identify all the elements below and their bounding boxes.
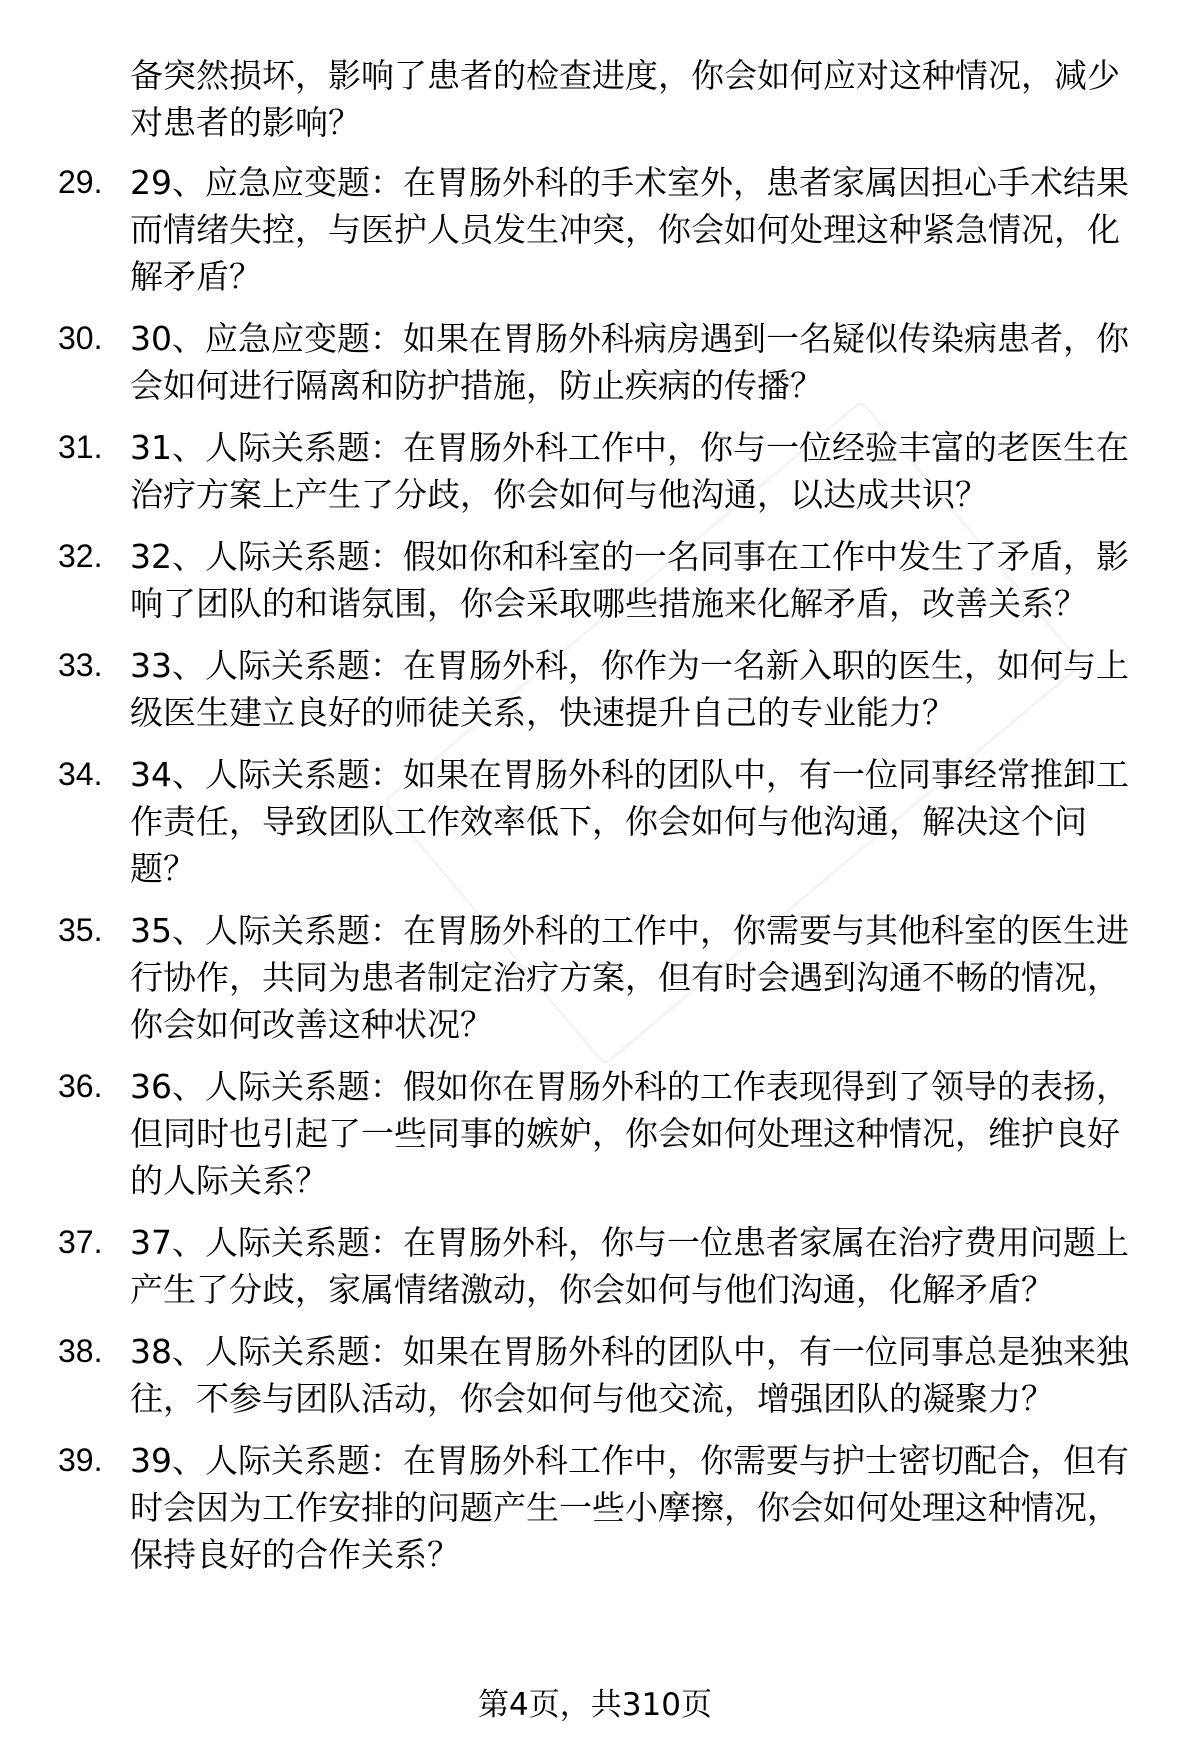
question-text: 30、应急应变题：如果在胃肠外科病房遇到一名疑似传染病患者，你会如何进行隔离和防护措施，防止疾病的传播？ [130,319,1129,405]
question-item [0,315,1190,409]
question-text: 33、人际关系题：在胃肠外科，你作为一名新入职的医生，如何与上级医生建立良好的师徒关系，快速提升自己的专业能力？ [130,646,1129,732]
question-text: 32、人际关系题：假如你和科室的一名同事在工作中发生了矛盾，影响了团队的和谐氛围，你会采取哪些措施来化解矛盾，改善关系？ [130,537,1129,623]
question-text: 36、人际关系题：假如你在胃肠外科的工作表现得到了领导的表扬，但同时也引起了一些同事的嫉妒，你会如何处理这种情况，维护良好的人际关系？ [130,1067,1129,1200]
question-text: 38、人际关系题：如果在胃肠外科的团队中，有一位同事总是独来独往，不参与团队活动，你会如何与他交流，增强团队的凝聚力？ [130,1332,1129,1418]
question-number: 30. [58,320,103,356]
question-text: 37、人际关系题：在胃肠外科，你与一位患者家属在治疗费用问题上产生了分歧，家属情绪激动，你会如何与他们沟通，化解矛盾？ [130,1223,1129,1309]
question-list [0,159,1190,1593]
question-text: 39、人际关系题：在胃肠外科工作中，你需要与护士密切配合，但有时会因为工作安排的问题产生一些小摩擦，你会如何处理这种情况，保持良好的合作关系？ [130,1441,1129,1574]
question-number: 38. [58,1333,103,1369]
question-item [0,1437,1190,1578]
question-text: 31、人际关系题：在胃肠外科工作中，你与一位经验丰富的老医生在治疗方案上产生了分歧，你会如何与他沟通，以达成共识？ [130,428,1129,514]
question-item [0,424,1190,518]
page-number: 第4页，共310页 [478,1687,712,1723]
question-number: 39. [58,1442,103,1478]
question-item [0,642,1190,736]
question-text: 35、人际关系题：在胃肠外科的工作中，你需要与其他科室的医生进行协作，共同为患者制定治疗方案，但有时会遇到沟通不畅的情况，你会如何改善这种状况？ [130,911,1129,1044]
question-item [0,751,1190,892]
question-number: 34. [58,756,103,792]
question-text: 34、人际关系题：如果在胃肠外科的团队中，有一位同事经常推卸工作责任，导致团队工作效率低下，你会如何与他沟通，解决这个问题？ [130,755,1129,888]
question-number: 33. [58,647,103,683]
question-number: 37. [58,1224,103,1260]
question-text: 29、应急应变题：在胃肠外科的手术室外，患者家属因担心手术结果而情绪失控，与医护人员发生冲突，你会如何处理这种紧急情况，化解矛盾？ [130,163,1129,296]
question-item [0,159,1190,300]
question-number: 29. [58,164,103,200]
question-item [0,1328,1190,1422]
question-item [0,1219,1190,1313]
continued-question-text: 备突然损坏，影响了患者的检查进度，你会如何应对这种情况，减少对患者的影响？ [130,56,1120,142]
question-item [0,907,1190,1048]
question-item [0,1063,1190,1204]
question-number: 31. [58,429,103,465]
question-number: 32. [58,538,103,574]
question-number: 36. [58,1068,103,1104]
question-item [0,533,1190,627]
question-number: 35. [58,912,103,948]
